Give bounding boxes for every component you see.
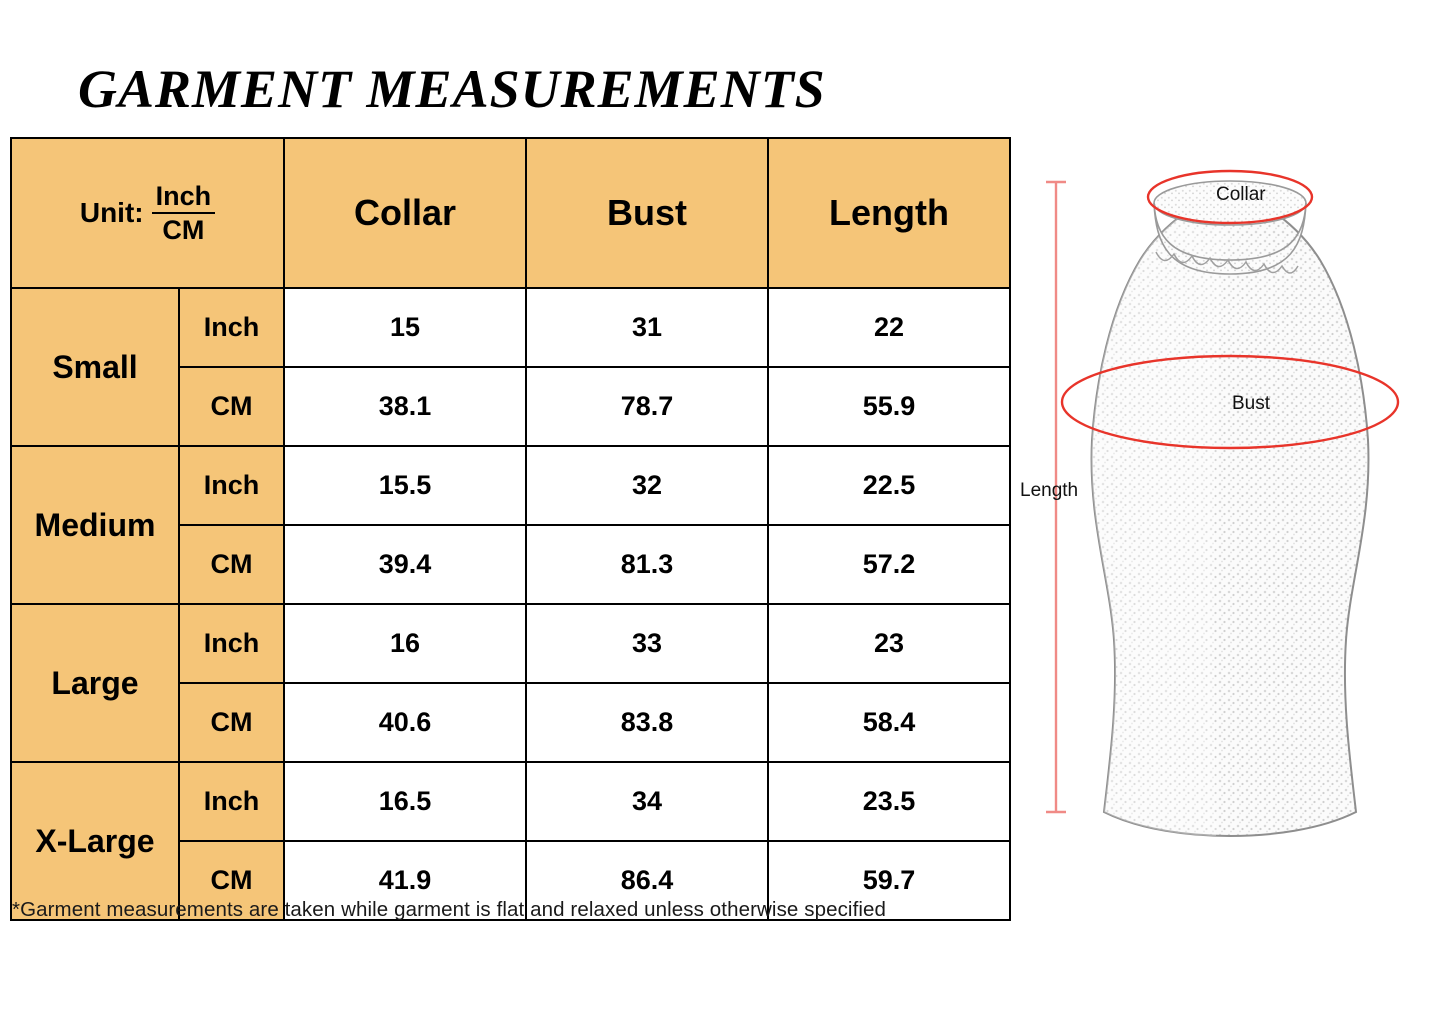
cell-large-inch-collar: 16 bbox=[284, 604, 526, 683]
unit-cm-label: CM bbox=[162, 215, 205, 245]
unit-row-cm: CM bbox=[179, 525, 284, 604]
size-label-xlarge: X-Large bbox=[11, 762, 179, 920]
cell-medium-inch-length: 22.5 bbox=[768, 446, 1010, 525]
cell-small-inch-length: 22 bbox=[768, 288, 1010, 367]
garment-illustration bbox=[1020, 140, 1440, 880]
garment-body-shape bbox=[1092, 190, 1369, 836]
table-row bbox=[11, 288, 1010, 367]
collar-label: Collar bbox=[1216, 184, 1266, 205]
table-header-row bbox=[11, 138, 1010, 288]
unit-row-inch: Inch bbox=[179, 604, 284, 683]
unit-row-cm: CM bbox=[179, 367, 284, 446]
cell-small-cm-collar: 38.1 bbox=[284, 367, 526, 446]
column-header-collar: Collar bbox=[284, 138, 526, 288]
cell-large-cm-length: 58.4 bbox=[768, 683, 1010, 762]
cell-medium-cm-collar: 39.4 bbox=[284, 525, 526, 604]
cell-xlarge-cm-length: 59.7 bbox=[768, 841, 1010, 920]
table-row bbox=[11, 446, 1010, 525]
measurements-table-wrapper bbox=[10, 137, 1010, 921]
cell-large-cm-bust: 83.8 bbox=[526, 683, 768, 762]
cell-small-cm-bust: 78.7 bbox=[526, 367, 768, 446]
column-header-bust: Bust bbox=[526, 138, 768, 288]
cell-large-cm-collar: 40.6 bbox=[284, 683, 526, 762]
cell-small-cm-length: 55.9 bbox=[768, 367, 1010, 446]
cell-xlarge-inch-length: 23.5 bbox=[768, 762, 1010, 841]
size-label-medium: Medium bbox=[11, 446, 179, 604]
length-label: Length bbox=[1020, 480, 1079, 501]
cell-medium-inch-collar: 15.5 bbox=[284, 446, 526, 525]
unit-row-inch: Inch bbox=[179, 762, 284, 841]
footnote-text: *Garment measurements are taken while garment is flat and relaxed unless otherwise specified bbox=[12, 898, 887, 921]
unit-row-inch: Inch bbox=[179, 446, 284, 525]
column-header-length: Length bbox=[768, 138, 1010, 288]
cell-medium-cm-bust: 81.3 bbox=[526, 525, 768, 604]
cell-medium-inch-bust: 32 bbox=[526, 446, 768, 525]
cell-medium-cm-length: 57.2 bbox=[768, 525, 1010, 604]
bust-label: Bust bbox=[1232, 393, 1271, 414]
unit-label: Unit: bbox=[79, 197, 144, 228]
cell-small-inch-collar: 15 bbox=[284, 288, 526, 367]
garment-diagram-svg bbox=[1020, 140, 1440, 880]
unit-inch-label: Inch bbox=[152, 182, 216, 214]
table-row bbox=[11, 762, 1010, 841]
cell-large-inch-length: 23 bbox=[768, 604, 1010, 683]
cell-xlarge-cm-collar: 41.9 bbox=[284, 841, 526, 920]
unit-row-cm: CM bbox=[179, 841, 284, 920]
size-label-large: Large bbox=[11, 604, 179, 762]
unit-row-cm: CM bbox=[179, 683, 284, 762]
cell-large-inch-bust: 33 bbox=[526, 604, 768, 683]
unit-row-inch: Inch bbox=[179, 288, 284, 367]
cell-xlarge-cm-bust: 86.4 bbox=[526, 841, 768, 920]
cell-small-inch-bust: 31 bbox=[526, 288, 768, 367]
table-row bbox=[11, 604, 1010, 683]
size-label-small: Small bbox=[11, 288, 179, 446]
unit-header-cell bbox=[11, 138, 284, 288]
cell-xlarge-inch-collar: 16.5 bbox=[284, 762, 526, 841]
measurements-table bbox=[10, 137, 1011, 921]
unit-fraction bbox=[152, 182, 216, 245]
page-title: GARMENT MEASUREMENTS bbox=[78, 59, 826, 119]
cell-xlarge-inch-bust: 34 bbox=[526, 762, 768, 841]
